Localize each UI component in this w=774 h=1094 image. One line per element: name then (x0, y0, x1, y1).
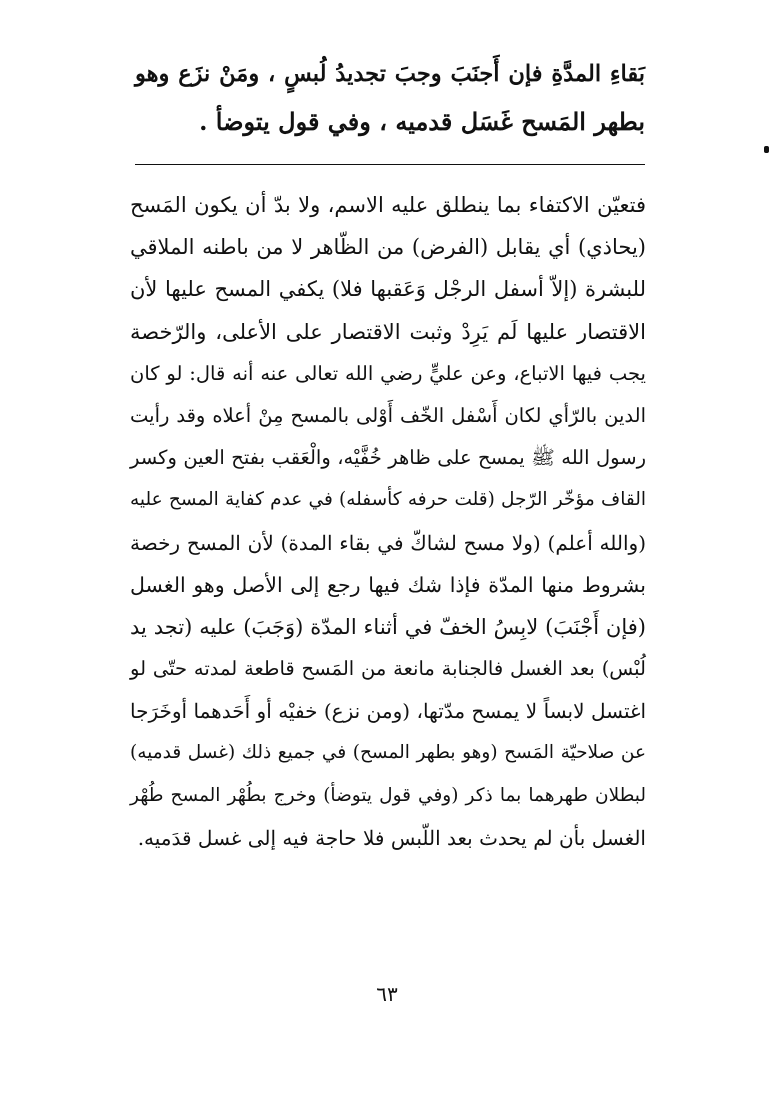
sharh-line: رسول الله ﷺ يمسح على ظاهر خُفَّيْه، والْعَقب بفتح العين وكسر (130, 446, 646, 470)
page-number: ٦٣ (376, 982, 398, 1006)
sharh-line: اغتسل لابساً لا يمسح مدّتها، (ومن نزع) خفيْه أو أَحَدهما أوخَرَجا (130, 699, 646, 724)
sharh-line: الاقتصار عليها لَم يَرِدْ وثبت الاقتصار على الأعلى، والرّخصة (130, 319, 646, 344)
sharh-line: لُبْس) بعد الغسل فالجنابة مانعة من المَسح قاطعة لمدته حتّى لو (130, 657, 646, 681)
sharh-commentary-block (130, 184, 646, 859)
sharh-line: فتعيّن الاكتفاء بما ينطلق عليه الاسم، ولا بدّ أن يكون المَسح (130, 193, 646, 217)
sharh-line: الغسل بأن لم يحدث بعد اللّبس فلا حاجة فيه إلى غسل قدَميه. (137, 825, 646, 850)
margin-mark (764, 146, 769, 153)
matn-line: بَقاءِ المدَّةِ فإن أَجنَبَ وجبَ تجديدُ لُبسٍ ، ومَنْ نزَع وهو (135, 61, 645, 87)
sharh-line: للبشرة (إلاّ أسفل الرجْل وَعَقبها فلا) يكفي المسح عليها لأن (130, 277, 646, 302)
sharh-line: (يحاذي) أي يقابل (الفرض) من الظّاهر لا من باطنه الملاقي (130, 235, 646, 260)
matn-line: بطهر المَسح غَسَل قدميه ، وفي قول يتوضأ . (199, 107, 645, 136)
section-divider (135, 164, 645, 165)
sharh-line: الدين بالرّأي لكان أَسْفل الخّف أَوْلى بالمسح مِنْ أعلاه وقد رأيت (130, 403, 646, 427)
matn-text-block (135, 50, 645, 146)
sharh-line: عن صلاحيّة المَسح (وهو بطهر المسح) في جميع ذلك (غسل قدميه) (130, 742, 646, 764)
sharh-line: يجب فيها الاتباع، وعن عليٍّ رضي الله تعالى عنه أنه قال: لو كان (130, 361, 646, 385)
sharh-line: (فإن أَجْنَبَ) لابِسُ الخفّ في أثناء المدّة (وَجَبَ) عليه (تجد يد (130, 614, 646, 639)
sharh-line: (والله أعلم) (ولا مسح لشاكّ في بقاء المدة) لأن المسح رخصة (130, 530, 646, 555)
sharh-line: لبطلان طهرهما بما ذكر (وفي قول يتوضأ) وخرج بطُهْر المسح طُهْر (130, 784, 646, 806)
sharh-line: بشروط منها المدّة فإذا شك فيها رجع إلى الأصل وهو الغسل (130, 572, 646, 597)
sharh-line: القاف مؤخّر الرّجل (قلت حرفه كأسفله) في عدم كفاية المسح عليه (130, 489, 646, 511)
